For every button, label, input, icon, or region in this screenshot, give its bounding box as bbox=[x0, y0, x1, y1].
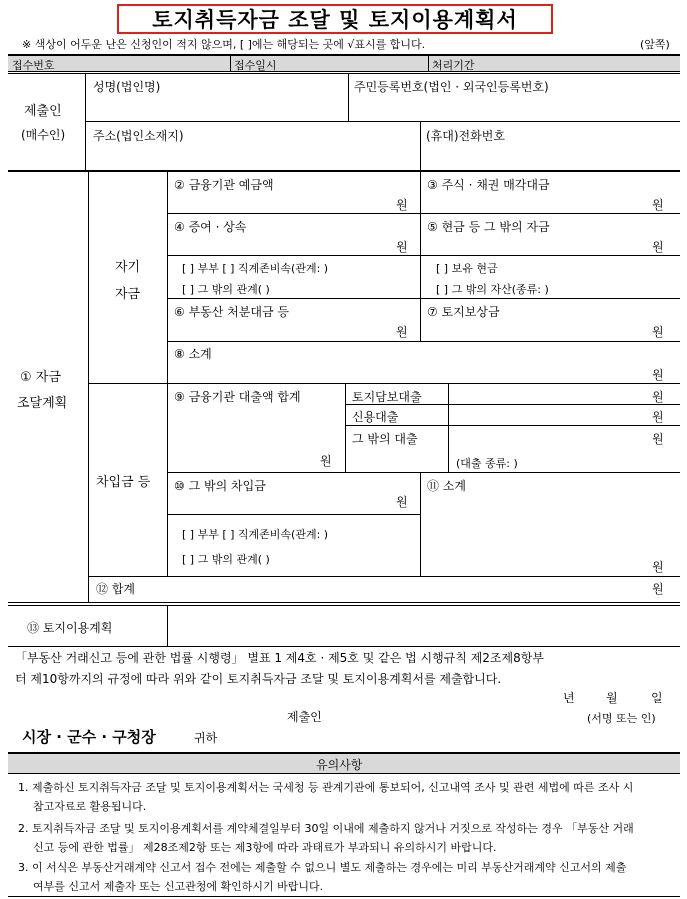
addressee-suffix: 귀하 bbox=[194, 731, 218, 745]
note-line: 2. 토지취득자금 조달 및 토지이용계획서를 계약체결일부터 30일 이내에 제출하지 않거나 거짓으로 작성하는 경우 「부동산 거래 bbox=[18, 822, 634, 835]
rule bbox=[345, 383, 346, 472]
relation-checkbox-row[interactable]: [ ] 부부 [ ] 직계존비속(관계: ) bbox=[182, 262, 329, 275]
address-field[interactable]: 주소(법인소재지) bbox=[93, 129, 184, 143]
rule bbox=[420, 472, 421, 576]
cash-held-checkbox[interactable]: [ ] 보유 현금 bbox=[436, 262, 498, 275]
own-subtotal-field[interactable]: ⑧ 소계 bbox=[174, 347, 212, 361]
other-loan-label: 그 밖의 대출 bbox=[352, 432, 418, 446]
rule bbox=[420, 171, 421, 341]
declaration-line-2: 터 제10항까지의 규정에 따라 위와 같이 토지취득자금 조달 및 토지이용계획서를 제출합니다. bbox=[15, 672, 502, 686]
note-line: 1. 제출하신 토지취득자금 조달 및 토지이용계획서는 국세청 등 관계기관에 통보되어, 신고내역 조사 및 관련 세법에 따른 조사 시 bbox=[18, 781, 634, 794]
loan-type-field[interactable]: (대출 종류: ) bbox=[456, 457, 518, 470]
submitter-label: 제출인 bbox=[287, 710, 322, 724]
rule bbox=[420, 121, 421, 170]
won-unit: 원 bbox=[396, 240, 408, 254]
realestate-proceeds-field[interactable]: ⑥ 부동산 처분대금 등 bbox=[174, 305, 289, 319]
name-field[interactable]: 성명(법인명) bbox=[93, 80, 161, 94]
applicant-label: 제출인 bbox=[24, 104, 62, 119]
note-line: 참고자료로 활용됩니다. bbox=[33, 800, 147, 813]
rule bbox=[167, 298, 680, 299]
relation-checkbox-row[interactable]: [ ] 부부 [ ] 직계존비속(관계: ) bbox=[182, 528, 329, 541]
won-unit: 원 bbox=[652, 560, 664, 574]
note-line: 3. 이 서식은 부동산거래계약 신고서 접수 전에는 제출할 수 없으니 별도 제출하는 경우에는 미리 부동산거래계약 신고서의 제출 bbox=[18, 861, 627, 874]
cash-field[interactable]: ⑤ 현금 등 그 밖의 자금 bbox=[427, 220, 550, 234]
year-field[interactable]: 년 bbox=[563, 691, 575, 705]
phone-field[interactable]: (휴대)전화번호 bbox=[426, 129, 505, 143]
rule bbox=[167, 213, 680, 214]
land-compensation-field[interactable]: ⑦ 토지보상금 bbox=[427, 305, 500, 319]
note-line: 여부를 신고서 제출자 또는 신고관청에 확인하시기 바랍니다. bbox=[33, 880, 324, 893]
rule bbox=[348, 73, 349, 121]
month-field[interactable]: 월 bbox=[606, 691, 618, 705]
won-unit: 원 bbox=[652, 582, 664, 596]
rule bbox=[8, 773, 680, 774]
loan-total-field[interactable]: ⑨ 금융기관 대출액 합계 bbox=[174, 390, 301, 404]
rule bbox=[8, 605, 680, 606]
borrowed-subtotal-field[interactable]: ⑪ 소계 bbox=[427, 479, 466, 493]
form-title: 토지취득자금 조달 및 토지이용계획서 bbox=[117, 4, 553, 34]
declaration-line-1: 「부동산 거래신고 등에 관한 법률 시행령」 별표 1 제4호 · 제5호 및 같은 법 시행규칙 제2조제8항부 bbox=[15, 651, 544, 665]
other-relation-checkbox[interactable]: [ ] 그 밖의 관계( ) bbox=[182, 553, 270, 566]
note-line: 신고 등에 관한 법률」 제28조제2항 또는 제3항에 따라 과태료가 부과되니 유의하시기 바랍니다. bbox=[33, 841, 497, 854]
rule bbox=[448, 383, 449, 472]
rule bbox=[167, 472, 680, 473]
won-unit: 원 bbox=[652, 198, 664, 212]
credit-loan-label: 신용대출 bbox=[352, 410, 399, 424]
rule bbox=[167, 514, 420, 515]
addressee-label: 시장 · 군수 · 구청장 bbox=[22, 728, 156, 746]
rule bbox=[8, 73, 680, 74]
day-field[interactable]: 일 bbox=[651, 691, 663, 705]
funding-section-label: ① 자금 bbox=[20, 370, 61, 385]
land-use-plan-label: ⑬ 토지이용계획 bbox=[27, 621, 113, 635]
applicant-sublabel: (매수인) bbox=[21, 128, 66, 142]
notes-title: 유의사항 bbox=[316, 758, 363, 772]
other-borrowing-field[interactable]: ⑩ 그 밖의 차입금 bbox=[174, 479, 266, 493]
rule bbox=[88, 171, 89, 602]
won-unit: 원 bbox=[652, 240, 664, 254]
land-loan-label: 토지담보대출 bbox=[352, 390, 422, 404]
signature-field[interactable]: (서명 또는 인) bbox=[587, 712, 656, 725]
header-strip bbox=[8, 55, 680, 71]
won-unit: 원 bbox=[652, 432, 664, 446]
won-unit: 원 bbox=[396, 198, 408, 212]
header-divider bbox=[230, 55, 231, 71]
receipt-no-label: 접수번호 bbox=[12, 59, 55, 72]
rule bbox=[8, 602, 680, 603]
notice-text: ※ 색상이 어두운 난은 신청인이 적지 않으며, [ ]에는 해당되는 곳에 √표시를 합니다. bbox=[22, 38, 426, 51]
borrowed-funds-label: 차입금 등 bbox=[96, 475, 151, 490]
own-funds-label: 자기 bbox=[115, 260, 141, 275]
rule bbox=[8, 170, 680, 172]
won-unit: 원 bbox=[652, 368, 664, 382]
page-side-label: (앞쪽) bbox=[640, 38, 670, 51]
other-relation-checkbox[interactable]: [ ] 그 밖의 관계( ) bbox=[182, 283, 270, 296]
rule bbox=[167, 606, 168, 646]
won-unit: 원 bbox=[652, 390, 664, 404]
rule bbox=[8, 646, 680, 647]
rule bbox=[167, 171, 168, 576]
won-unit: 원 bbox=[396, 325, 408, 339]
rule bbox=[88, 576, 680, 577]
rule bbox=[167, 341, 680, 342]
header-bottom-rule bbox=[8, 71, 680, 72]
won-unit: 원 bbox=[652, 325, 664, 339]
other-assets-checkbox[interactable]: [ ] 그 밖의 자산(종류: ) bbox=[436, 283, 549, 296]
total-label: ⑫ 합계 bbox=[96, 582, 135, 596]
own-funds-sublabel: 자금 bbox=[115, 287, 141, 302]
deposit-field[interactable]: ② 금융기관 예금액 bbox=[174, 178, 274, 192]
rule bbox=[345, 425, 680, 426]
processing-period-label: 처리기간 bbox=[432, 59, 475, 72]
rule bbox=[85, 121, 680, 122]
header-divider bbox=[428, 55, 429, 71]
rule bbox=[88, 383, 680, 384]
stocks-field[interactable]: ③ 주식 · 채권 매각대금 bbox=[427, 178, 550, 192]
rule bbox=[8, 896, 680, 897]
registration-number-field[interactable]: 주민등록번호(법인 · 외국인등록번호) bbox=[354, 80, 549, 94]
gift-field[interactable]: ④ 증여 · 상속 bbox=[174, 220, 247, 234]
rule bbox=[167, 255, 680, 256]
won-unit: 원 bbox=[652, 410, 664, 424]
funding-section-sublabel: 조달계획 bbox=[17, 396, 68, 411]
top-rule bbox=[8, 54, 680, 56]
won-unit: 원 bbox=[320, 454, 332, 468]
receipt-date-label: 접수일시 bbox=[234, 59, 277, 72]
won-unit: 원 bbox=[396, 495, 408, 509]
